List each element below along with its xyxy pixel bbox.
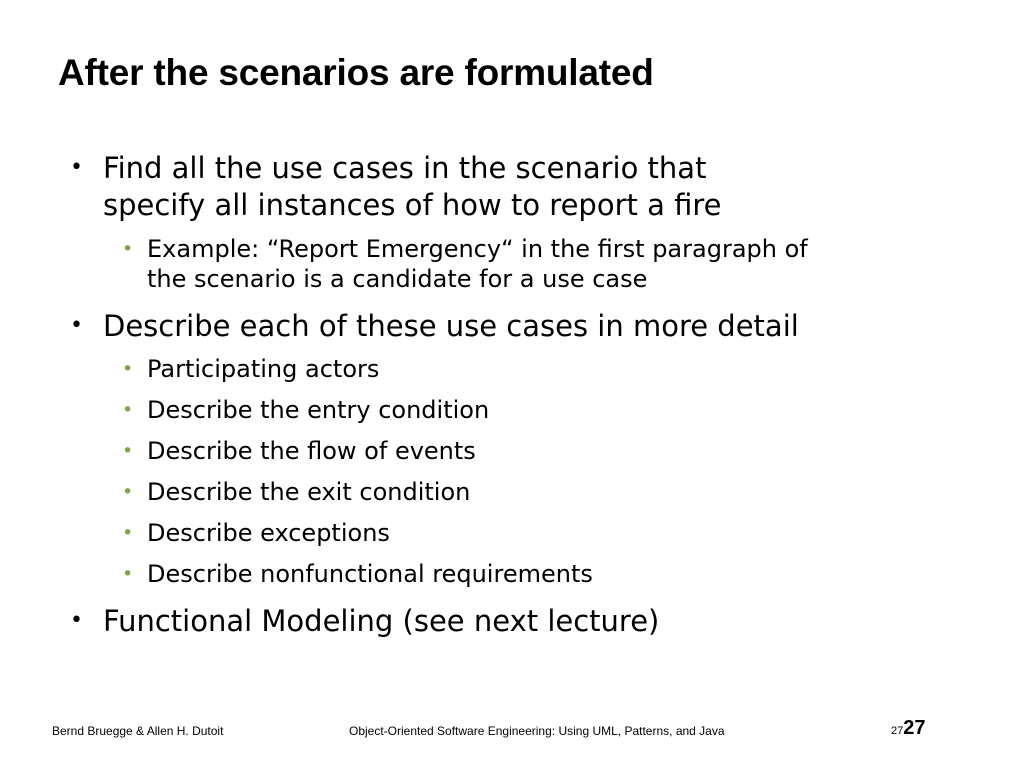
slide-title: After the scenarios are formulated [58,52,654,93]
page-number-small: 27 [891,725,904,737]
sub-bullet-1-1-line-2: the scenario is a candidate for a use case [147,265,648,293]
bullet-3-line-1: Functional Modeling (see next lecture) [103,604,660,638]
bullet-marker: • [70,608,83,633]
sub-bullet-marker: • [122,481,134,503]
bullet-2-line-1: Describe each of these use cases in more detail [103,309,799,343]
bullet-marker: • [70,313,83,338]
bullet-1-line-2: specify all instances of how to report a fire [103,188,722,222]
sub-bullet-2-6: Describe nonfunctional requirements [147,560,593,588]
page-number [891,715,926,744]
sub-bullet-2-4: Describe the exit condition [147,478,471,506]
sub-bullet-2-5: Describe exceptions [147,519,390,547]
sub-bullet-1-1-line-1: Example: “Report Emergency“ in the first paragraph of [147,235,808,263]
sub-bullet-marker: • [122,399,134,421]
footer-authors: Bernd Bruegge & Allen H. Dutoit [52,724,224,738]
sub-bullet-marker: • [122,440,134,462]
sub-bullet-marker: • [122,563,134,585]
sub-bullet-marker: • [122,238,134,260]
sub-bullet-marker: • [122,522,134,544]
sub-bullet-2-3: Describe the flow of events [147,437,476,465]
sub-bullet-marker: • [122,358,134,380]
page-number-large: 27 [903,717,926,739]
sub-bullet-2-1: Participating actors [147,355,380,383]
footer-book-title: Object-Oriented Software Engineering: Using UML, Patterns, and Java [349,724,725,738]
sub-bullet-2-2: Describe the entry condition [147,396,490,424]
bullet-marker: • [70,155,83,180]
bullet-1-line-1: Find all the use cases in the scenario that [103,151,707,185]
